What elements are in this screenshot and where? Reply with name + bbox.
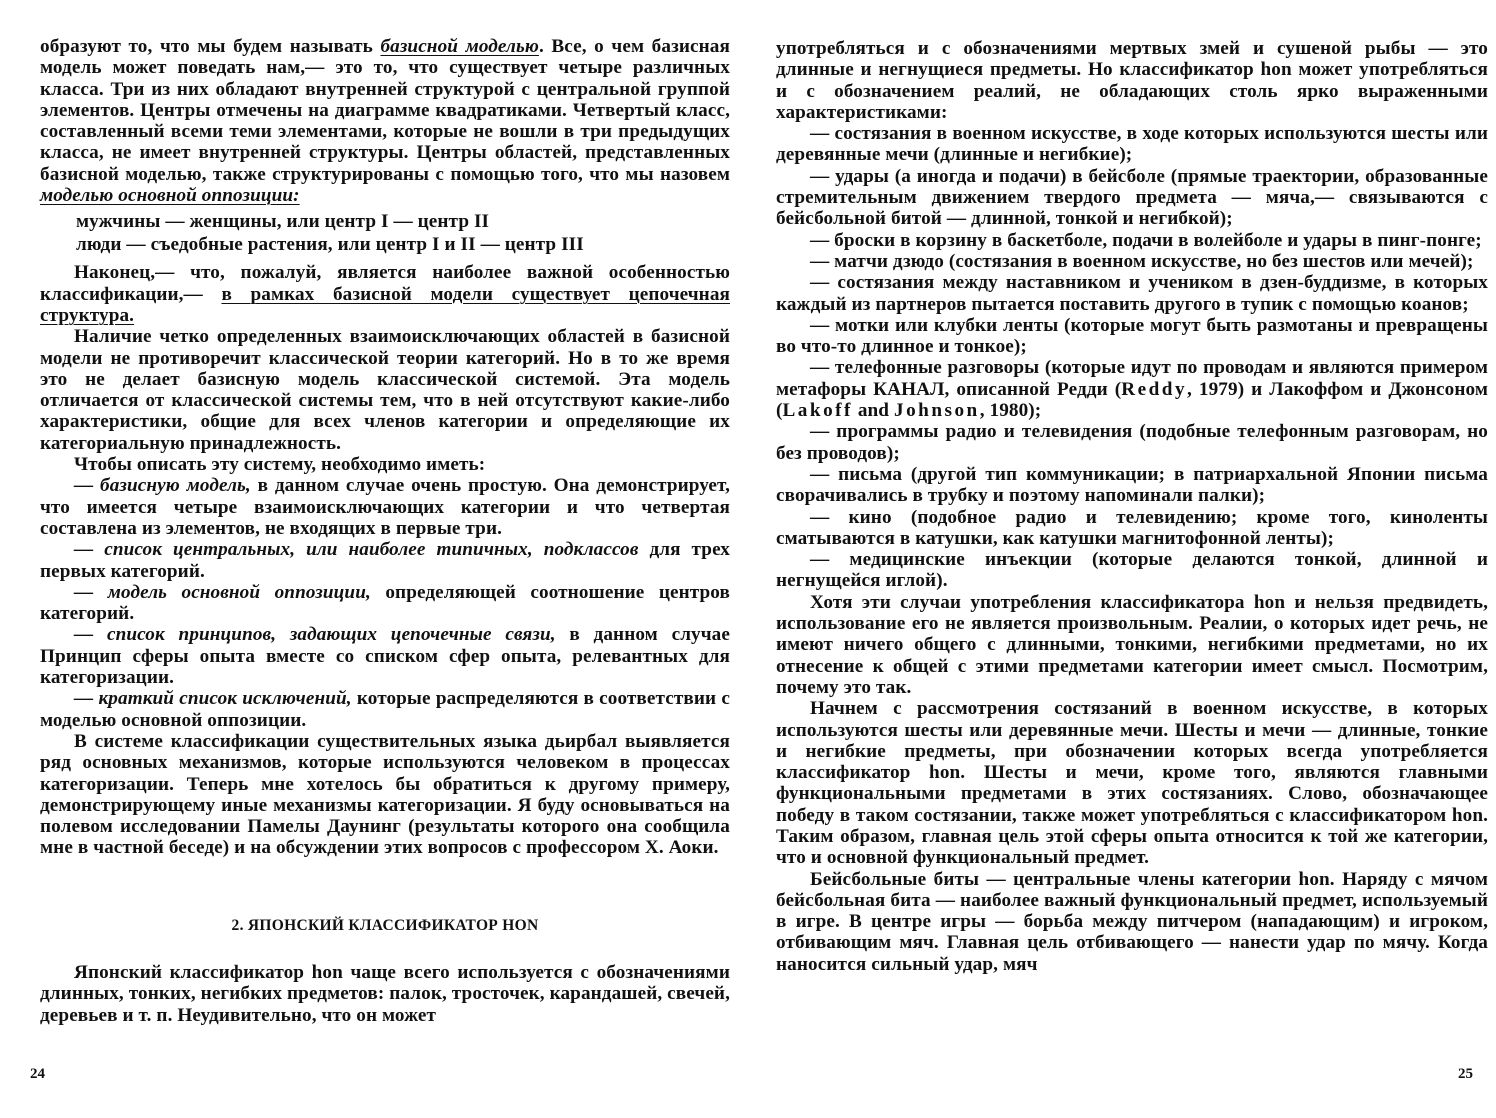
term-italic: моделью основной оппозиции: <box>40 185 300 207</box>
paragraph: употребляться и с обозначениями мертвых змей и сушеной рыбы — это длинные и негнущиеся предметы. Но классификатор hon может употребляться и с обозначением реалий, не обладающих столь ярко выраженными характеристиками: <box>776 38 1488 123</box>
term-italic: — модель основной оппозиции, <box>74 581 371 603</box>
right-page <box>748 0 1496 1118</box>
term-italic: базисной моделью <box>380 36 539 57</box>
paragraph: Наличие четко определенных взаимоисключающих областей в базисной модели не противоречит классической теории категорий. Но в то же время это не делает базисную модель классической системой. Эта модель отличается от классической системы тем, что в ней отсутствуют какие-либо характеристики, общие для всех членов категории и определяющие их категориальную принадлежность. <box>40 326 730 454</box>
list-item <box>40 624 730 688</box>
text-run: and <box>852 400 894 422</box>
text-run: определяющей соотношение центров категорий. <box>40 581 730 625</box>
paragraph: Чтобы описать эту систему, необходимо иметь: <box>74 454 486 476</box>
list-item: — письма (другой тип коммуникации; в патриархальной Японии письма сворачивались в трубку и поэтому напоминали палки); <box>776 463 1488 507</box>
opposition-line: мужчины — женщины, или центр I — центр II <box>76 211 490 233</box>
term-italic: — краткий список исключений, <box>74 688 352 710</box>
opposition-line: люди — съедобные растения, или центр I и II — центр III <box>76 234 584 256</box>
list-item: — удары (а иногда и подачи) в бейсболе (прямые траектории, образованные стремительным движением твердого предмета — мяча,— связываются с бейсбольной битой — длинной, тонкой и негибкой); <box>776 165 1488 230</box>
paragraph: Японский классификатор hon чаще всего используется с обозначениями длинных, тонких, негибких предметов: палок, тросточек, карандашей, свечей, деревьев и т. п. Неудивительно, что он может <box>40 961 730 1026</box>
text-run: которые распределяются в соответствии с моделью основной оппозиции. <box>40 688 730 731</box>
left-column <box>40 36 730 1026</box>
paragraph: Бейсбольные биты — центральные члены категории hon. Наряду с мячом бейсбольная бита — наиболее важный функциональный предмет, используемый в игре. В центре игры — борьба между питчером (нападающим) и игроком, отбивающим мяч. Главная цель отбивающего — нанести удар по мячу. Когда наносится сильный удар, мяч <box>776 868 1488 975</box>
term-italic: — базисную модель, <box>74 475 251 497</box>
text-run: для трех первых категорий. <box>40 539 730 582</box>
opposition-list <box>76 210 730 256</box>
paragraph <box>40 262 730 326</box>
text-run: , 1979) и Лакоффом и Джонсоном ( <box>776 378 1489 422</box>
term-italic: — список центральных, или наиболее типичных, подклассов <box>74 539 639 561</box>
list-item: — медицинские инъекции (которые делаются тонкой, длинной и негнущейся иглой). <box>776 549 1488 592</box>
list-item: — состязания между наставником и учеником в дзен-буддизме, в которых каждый из партнеров пытается поставить другого в тупик с помощью коанов; <box>776 272 1488 315</box>
list-item: — состязания в военном искусстве, в ходе которых используются шесты или деревянные мечи (длинные и негибкие); <box>776 123 1488 166</box>
author-spaced: Reddy <box>1121 378 1188 400</box>
text-run: в данном случае Принцип сферы опыта вместе со списком сфер опыта, релевантных для категоризации. <box>40 624 730 689</box>
paragraph <box>40 36 730 206</box>
underlined-text: в рамках базисной модели существует цепочечная структура. <box>40 283 731 326</box>
list-item <box>40 582 730 625</box>
author-spaced: Johnson <box>893 400 980 422</box>
term-italic: — список принципов, задающих цепочечные связи, <box>74 624 556 646</box>
text-run: в данном случае очень простую. Она демонстрирует, что имеется четыре взаимоисключающих категории и что четвертая составлена из элементов, не входящих в первые три. <box>40 475 730 539</box>
paragraph: Хотя эти случаи употребления классификатора hon и нельзя предвидеть, использование его не является произвольным. Реалии, о которых идет речь, не имеют ничего общего с длинными, тонкими, негибкими предметами, но их отнесение к общей с этими предметами категории имеет смысл. Посмотрим, почему это так. <box>776 591 1488 698</box>
page-number: 24 <box>30 1066 45 1082</box>
list-item: — матчи дзюдо (состязания в военном искусстве, но без шестов или мечей); <box>810 250 1474 272</box>
right-column <box>776 38 1488 975</box>
paragraph: Начнем с рассмотрения состязаний в военном искусстве, в которых используются шесты или деревянные мечи. Шесты и мечи — длинные, тонкие и негибкие предметы, при обозначении которых всегда употребляется классификатор hon. Шесты и мечи, кроме того, являются главными функциональными предметами в этих состязаниях. Слово, обозначающее победу в таком состязании, также может употребляться с классификатором hon. Таким образом, главная цель этой сферы опыта относится к той же категории, что и основной функциональный предмет. <box>776 698 1488 869</box>
text-run: образуют то, что мы будем называть <box>40 36 381 57</box>
text-run: Наконец,— что, пожалуй, является наиболее важной особенностью классификации,— <box>40 262 730 305</box>
section-heading: 2. ЯПОНСКИЙ КЛАССИФИКАТОР HON <box>231 916 539 934</box>
author-spaced: Lakoff <box>782 400 853 422</box>
list-item <box>40 539 730 582</box>
text-run: — телефонные разговоры (которые идут по проводам и являются примером метафоры КАНАЛ, описанной Редди ( <box>776 357 1488 400</box>
text-run: , 1980); <box>979 400 1042 422</box>
list-item: — мотки или клубки ленты (которые могут быть размотаны и превращены во что-то длинное и тонкое); <box>776 314 1488 358</box>
list-item <box>40 475 730 539</box>
list-item <box>40 688 730 731</box>
list-item: — броски в корзину в баскетболе, подачи в волейболе и удары в пинг-понге; <box>810 229 1482 251</box>
list-item: — программы радио и телевидения (подобные телефонным разговорам, но без проводов); <box>776 421 1488 464</box>
page-number: 25 <box>1458 1066 1473 1082</box>
text-run: . Все, о чем базисная модель может поведать нам,— это то, что существует четыре различных класса. Три из них обладают внутренней структурой с центральной группой элементов. Центры отмечены на диаграмме квадратиками. Четвертый класс, составленный всеми теми элементами, которые не вошли в три предыдущих класса, не имеет внутренней структуры. Центры областей, представленных базисной моделью, также структурированы с помощью того, что мы назовем <box>40 36 730 185</box>
list-item: — кино (подобное радио и телевидению; кроме того, киноленты сматываются в катушки, как катушки магнитофонной ленты); <box>776 506 1488 549</box>
paragraph: В системе классификации существительных языка дьирбал выявляется ряд основных механизмов, которые используются человеком в процессах категоризации. Теперь мне хотелось бы обратиться к другому примеру, демонстрирующему иные механизмы категоризации. Я буду основываться на полевом исследовании Памелы Даунинг (результаты которого она сообщила мне в частной беседе) и на обсуждении этих вопросов с профессором X. Аоки. <box>40 730 730 859</box>
list-item <box>776 357 1488 421</box>
